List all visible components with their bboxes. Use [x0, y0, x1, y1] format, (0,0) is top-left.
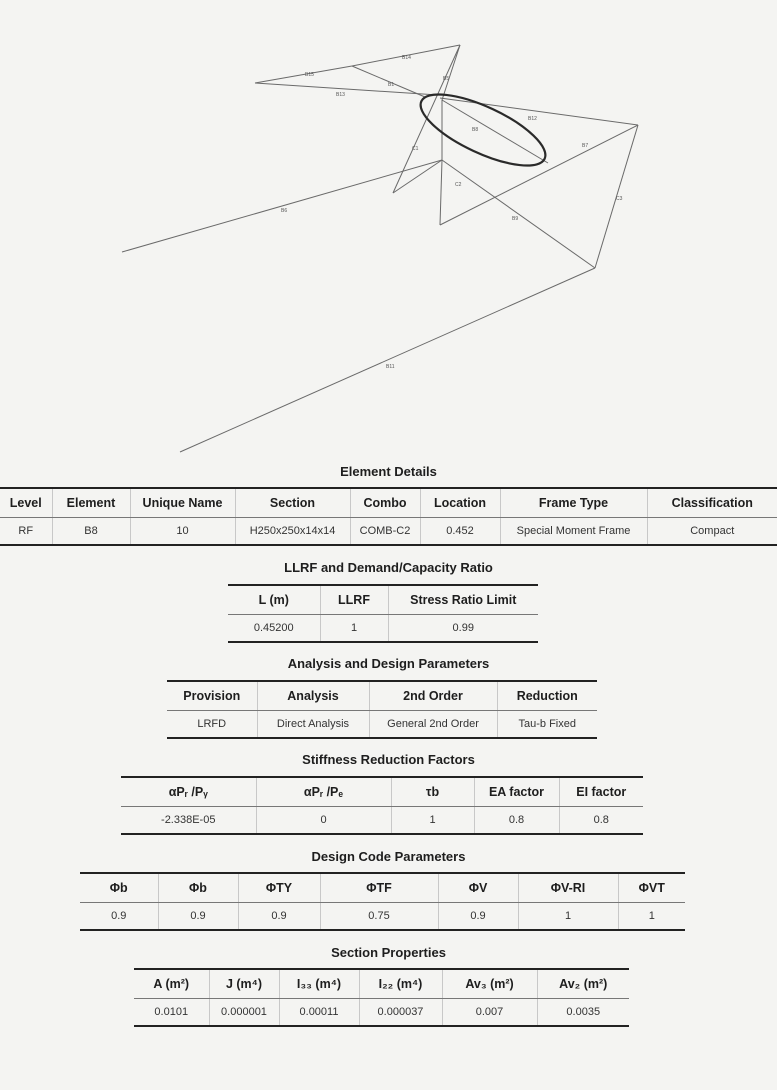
table-row [167, 711, 597, 739]
stiffness-title: Stiffness Reduction Factors [302, 752, 475, 767]
header-cell: τb [391, 777, 474, 807]
member-label: C1 [412, 146, 419, 152]
header-cell: Reduction [497, 681, 597, 711]
header-cell: Unique Name [130, 488, 235, 518]
header-cell: αPᵣ /Pᵧ [121, 777, 256, 807]
member-label: B1 [388, 82, 395, 88]
table-header-row [134, 969, 629, 999]
structural-frame-diagram [0, 0, 777, 470]
header-cell: J (m⁴) [209, 969, 279, 999]
header-cell: Φb [80, 873, 158, 903]
llrf-title: LLRF and Demand/Capacity Ratio [284, 560, 493, 575]
member-label: C3 [616, 196, 623, 202]
header-cell: Classification [647, 488, 777, 518]
table-row [80, 903, 685, 931]
table-header-row [0, 488, 777, 518]
table-row [228, 615, 538, 643]
table-cell: LRFD [167, 711, 257, 739]
header-cell: Av₃ (m²) [442, 969, 537, 999]
design-code-table [80, 872, 685, 931]
table-header-row [167, 681, 597, 711]
table-cell: 0.75 [320, 903, 438, 931]
table-header-row [121, 777, 643, 807]
header-cell: I₂₂ (m⁴) [359, 969, 442, 999]
table-cell: Tau-b Fixed [497, 711, 597, 739]
member-label: B13 [336, 92, 345, 98]
table-row [121, 807, 643, 835]
member-label: B12 [528, 116, 537, 122]
table-cell: 0.000001 [209, 999, 279, 1027]
table-cell: Special Moment Frame [500, 518, 647, 546]
table-cell: 0.9 [80, 903, 158, 931]
header-cell: αPᵣ /Pₑ [256, 777, 391, 807]
table-cell: H250x250x14x14 [235, 518, 350, 546]
frame-members [122, 45, 638, 452]
element-details-title: Element Details [340, 464, 437, 479]
member-label: B11 [386, 364, 395, 370]
table-cell: 0.0101 [134, 999, 209, 1027]
table-header-row [228, 585, 538, 615]
table-cell: B8 [52, 518, 130, 546]
header-cell: LLRF [320, 585, 388, 615]
header-cell: Φb [158, 873, 238, 903]
member-label: C2 [455, 182, 462, 188]
member-label: B5 [443, 76, 450, 82]
member-label: B7 [582, 143, 589, 149]
header-cell: Element [52, 488, 130, 518]
table-cell: -2.338E-05 [121, 807, 256, 835]
header-cell: Analysis [257, 681, 369, 711]
table-cell: Direct Analysis [257, 711, 369, 739]
header-cell: Stress Ratio Limit [388, 585, 538, 615]
member-label: B9 [512, 216, 519, 222]
header-cell: A (m²) [134, 969, 209, 999]
table-cell: 0.8 [559, 807, 643, 835]
header-cell: I₃₃ (m⁴) [279, 969, 359, 999]
highlight-ellipse [412, 80, 555, 179]
member-label: B6 [281, 208, 288, 214]
table-cell: 1 [618, 903, 685, 931]
header-cell: Location [420, 488, 500, 518]
table-cell: 10 [130, 518, 235, 546]
table-cell: COMB-C2 [350, 518, 420, 546]
table-cell: 1 [518, 903, 618, 931]
table-header-row [80, 873, 685, 903]
design-code-title: Design Code Parameters [311, 849, 466, 864]
element-details-table [0, 487, 777, 546]
table-cell: General 2nd Order [369, 711, 497, 739]
table-cell: 0.99 [388, 615, 538, 643]
table-cell: 0.0035 [537, 999, 629, 1027]
table-row [134, 999, 629, 1027]
header-cell: EI factor [559, 777, 643, 807]
header-cell: Level [0, 488, 52, 518]
table-cell: 0.000037 [359, 999, 442, 1027]
header-cell: ΦTF [320, 873, 438, 903]
table-cell: 0.9 [438, 903, 518, 931]
table-cell: 1 [320, 615, 388, 643]
table-cell: 0.452 [420, 518, 500, 546]
section-properties-table [134, 968, 629, 1027]
table-cell: 0 [256, 807, 391, 835]
header-cell: L (m) [228, 585, 320, 615]
table-cell: 0.007 [442, 999, 537, 1027]
table-cell: 0.9 [158, 903, 238, 931]
section-properties-title: Section Properties [331, 945, 446, 960]
header-cell: Section [235, 488, 350, 518]
analysis-table [167, 680, 597, 739]
analysis-title: Analysis and Design Parameters [287, 656, 490, 671]
header-cell: 2nd Order [369, 681, 497, 711]
header-cell: Frame Type [500, 488, 647, 518]
member-label: B8 [472, 127, 479, 133]
header-cell: EA factor [474, 777, 559, 807]
table-cell: 0.9 [238, 903, 320, 931]
header-cell: ΦV-RI [518, 873, 618, 903]
header-cell: ΦV [438, 873, 518, 903]
member-label: B14 [402, 55, 411, 61]
stiffness-table [121, 776, 643, 835]
table-cell: 0.8 [474, 807, 559, 835]
table-row [0, 518, 777, 546]
header-cell: ΦVT [618, 873, 685, 903]
llrf-table [228, 584, 538, 643]
table-cell: RF [0, 518, 52, 546]
table-cell: 0.45200 [228, 615, 320, 643]
header-cell: Provision [167, 681, 257, 711]
member-label: B15 [305, 72, 314, 78]
table-cell: Compact [647, 518, 777, 546]
header-cell: Combo [350, 488, 420, 518]
table-cell: 0.00011 [279, 999, 359, 1027]
header-cell: Av₂ (m²) [537, 969, 629, 999]
header-cell: ΦTY [238, 873, 320, 903]
table-cell: 1 [391, 807, 474, 835]
